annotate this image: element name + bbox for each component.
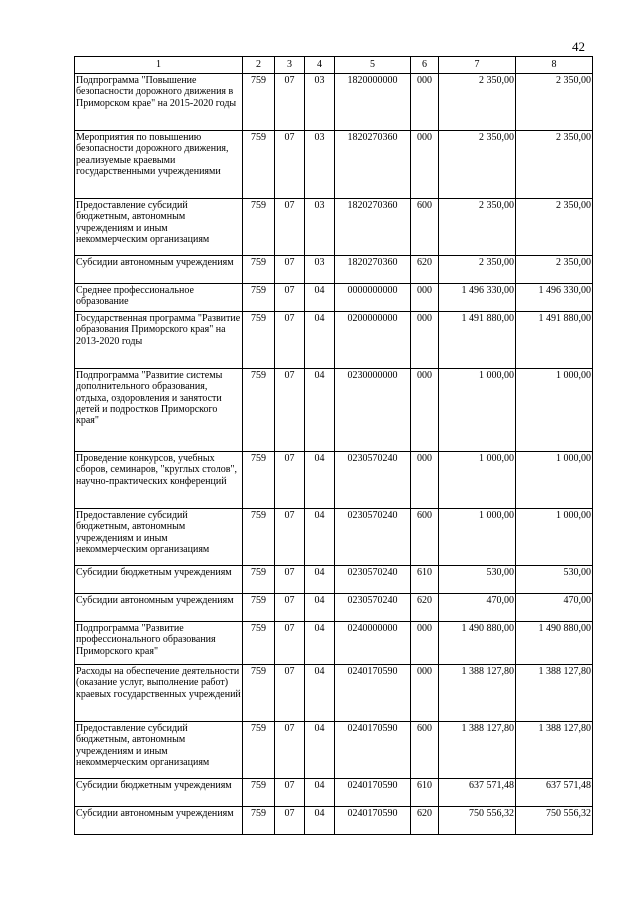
column-header: 4 xyxy=(305,57,335,74)
subsection-code: 04 xyxy=(305,622,335,665)
table-row xyxy=(75,594,593,622)
table-row xyxy=(75,622,593,665)
subsection-code: 03 xyxy=(305,74,335,131)
column-header: 3 xyxy=(275,57,305,74)
target-code: 0000000000 xyxy=(335,284,411,312)
admin-code: 759 xyxy=(243,594,275,622)
target-code: 1820270360 xyxy=(335,199,411,256)
column-header: 8 xyxy=(516,57,593,74)
column-header: 5 xyxy=(335,57,411,74)
amount-col7: 530,00 xyxy=(439,566,516,594)
amount-col8: 1 496 330,00 xyxy=(516,284,593,312)
admin-code: 759 xyxy=(243,509,275,566)
admin-code: 759 xyxy=(243,807,275,835)
expense-type-code: 000 xyxy=(411,131,439,199)
target-code: 0230570240 xyxy=(335,566,411,594)
expense-type-code: 600 xyxy=(411,509,439,566)
table-row xyxy=(75,284,593,312)
amount-col7: 2 350,00 xyxy=(439,199,516,256)
subsection-code: 03 xyxy=(305,131,335,199)
amount-col8: 1 000,00 xyxy=(516,452,593,509)
budget-table xyxy=(74,56,593,835)
amount-col7: 470,00 xyxy=(439,594,516,622)
amount-col8: 2 350,00 xyxy=(516,199,593,256)
amount-col7: 2 350,00 xyxy=(439,256,516,284)
section-code: 07 xyxy=(275,594,305,622)
amount-col8: 1 000,00 xyxy=(516,509,593,566)
amount-col7: 1 000,00 xyxy=(439,369,516,452)
admin-code: 759 xyxy=(243,779,275,807)
admin-code: 759 xyxy=(243,452,275,509)
expense-type-code: 000 xyxy=(411,665,439,722)
amount-col7: 1 000,00 xyxy=(439,452,516,509)
section-code: 07 xyxy=(275,509,305,566)
target-code: 0240000000 xyxy=(335,622,411,665)
table-row xyxy=(75,665,593,722)
subsection-code: 03 xyxy=(305,256,335,284)
expense-type-code: 610 xyxy=(411,779,439,807)
subsection-code: 04 xyxy=(305,284,335,312)
item-name: Предоставление субсидий бюджетным, автономным учреждениям и иным некоммерческим организациям xyxy=(75,509,243,566)
table-row xyxy=(75,509,593,566)
section-code: 07 xyxy=(275,312,305,369)
section-code: 07 xyxy=(275,256,305,284)
target-code: 0200000000 xyxy=(335,312,411,369)
expense-type-code: 620 xyxy=(411,807,439,835)
table-row xyxy=(75,722,593,779)
table-row xyxy=(75,74,593,131)
section-code: 07 xyxy=(275,622,305,665)
section-code: 07 xyxy=(275,566,305,594)
amount-col8: 1 490 880,00 xyxy=(516,622,593,665)
expense-type-code: 000 xyxy=(411,284,439,312)
amount-col7: 1 490 880,00 xyxy=(439,622,516,665)
table-header-row xyxy=(75,57,593,74)
table-row xyxy=(75,779,593,807)
admin-code: 759 xyxy=(243,131,275,199)
section-code: 07 xyxy=(275,452,305,509)
subsection-code: 04 xyxy=(305,722,335,779)
column-header: 7 xyxy=(439,57,516,74)
item-name: Предоставление субсидий бюджетным, автономным учреждениям и иным некоммерческим организациям xyxy=(75,199,243,256)
table-row xyxy=(75,256,593,284)
item-name: Субсидии автономным учреждениям xyxy=(75,594,243,622)
subsection-code: 04 xyxy=(305,566,335,594)
expense-type-code: 000 xyxy=(411,74,439,131)
admin-code: 759 xyxy=(243,566,275,594)
item-name: Субсидии автономным учреждениям xyxy=(75,256,243,284)
admin-code: 759 xyxy=(243,665,275,722)
target-code: 0240170590 xyxy=(335,807,411,835)
target-code: 1820270360 xyxy=(335,131,411,199)
amount-col8: 2 350,00 xyxy=(516,131,593,199)
admin-code: 759 xyxy=(243,284,275,312)
expense-type-code: 000 xyxy=(411,369,439,452)
subsection-code: 04 xyxy=(305,779,335,807)
table-row xyxy=(75,566,593,594)
admin-code: 759 xyxy=(243,256,275,284)
table-row xyxy=(75,369,593,452)
item-name: Субсидии бюджетным учреждениям xyxy=(75,566,243,594)
admin-code: 759 xyxy=(243,369,275,452)
admin-code: 759 xyxy=(243,74,275,131)
item-name: Среднее профессиональное образование xyxy=(75,284,243,312)
target-code: 0240170590 xyxy=(335,779,411,807)
subsection-code: 04 xyxy=(305,369,335,452)
amount-col8: 1 491 880,00 xyxy=(516,312,593,369)
target-code: 0240170590 xyxy=(335,665,411,722)
amount-col7: 2 350,00 xyxy=(439,131,516,199)
item-name: Подпрограмма "Развитие системы дополнительного образования, отдыха, оздоровления и занятости детей и подростков Приморского края" xyxy=(75,369,243,452)
item-name: Государственная программа "Развитие образования Приморского края" на 2013-2020 годы xyxy=(75,312,243,369)
section-code: 07 xyxy=(275,722,305,779)
section-code: 07 xyxy=(275,131,305,199)
table-row xyxy=(75,452,593,509)
subsection-code: 04 xyxy=(305,452,335,509)
target-code: 0230570240 xyxy=(335,452,411,509)
expense-type-code: 620 xyxy=(411,256,439,284)
amount-col7: 1 388 127,80 xyxy=(439,722,516,779)
page-number: 42 xyxy=(572,39,585,54)
admin-code: 759 xyxy=(243,622,275,665)
target-code: 1820000000 xyxy=(335,74,411,131)
item-name: Проведение конкурсов, учебных сборов, семинаров, "круглых столов", научно-практических конференций xyxy=(75,452,243,509)
amount-col7: 637 571,48 xyxy=(439,779,516,807)
amount-col8: 2 350,00 xyxy=(516,74,593,131)
expense-type-code: 000 xyxy=(411,312,439,369)
amount-col7: 1 491 880,00 xyxy=(439,312,516,369)
admin-code: 759 xyxy=(243,312,275,369)
amount-col8: 1 388 127,80 xyxy=(516,722,593,779)
expense-type-code: 600 xyxy=(411,199,439,256)
target-code: 0230000000 xyxy=(335,369,411,452)
expense-type-code: 000 xyxy=(411,452,439,509)
section-code: 07 xyxy=(275,284,305,312)
expense-type-code: 000 xyxy=(411,622,439,665)
section-code: 07 xyxy=(275,199,305,256)
item-name: Подпрограмма "Развитие профессионального образования Приморского края" xyxy=(75,622,243,665)
subsection-code: 03 xyxy=(305,199,335,256)
amount-col8: 530,00 xyxy=(516,566,593,594)
admin-code: 759 xyxy=(243,199,275,256)
table-row xyxy=(75,199,593,256)
expense-type-code: 600 xyxy=(411,722,439,779)
table-row xyxy=(75,807,593,835)
item-name: Подпрограмма "Повышение безопасности дорожного движения в Приморском крае" на 2015-2020 годы xyxy=(75,74,243,131)
item-name: Предоставление субсидий бюджетным, автономным учреждениям и иным некоммерческим организациям xyxy=(75,722,243,779)
amount-col8: 637 571,48 xyxy=(516,779,593,807)
column-header: 2 xyxy=(243,57,275,74)
section-code: 07 xyxy=(275,807,305,835)
section-code: 07 xyxy=(275,74,305,131)
amount-col7: 1 496 330,00 xyxy=(439,284,516,312)
subsection-code: 04 xyxy=(305,312,335,369)
amount-col8: 1 000,00 xyxy=(516,369,593,452)
amount-col8: 750 556,32 xyxy=(516,807,593,835)
section-code: 07 xyxy=(275,369,305,452)
section-code: 07 xyxy=(275,779,305,807)
target-code: 0240170590 xyxy=(335,722,411,779)
target-code: 1820270360 xyxy=(335,256,411,284)
amount-col7: 1 000,00 xyxy=(439,509,516,566)
admin-code: 759 xyxy=(243,722,275,779)
column-header: 6 xyxy=(411,57,439,74)
amount-col7: 750 556,32 xyxy=(439,807,516,835)
amount-col7: 2 350,00 xyxy=(439,74,516,131)
item-name: Субсидии автономным учреждениям xyxy=(75,807,243,835)
column-header: 1 xyxy=(75,57,243,74)
table-row xyxy=(75,312,593,369)
amount-col8: 2 350,00 xyxy=(516,256,593,284)
section-code: 07 xyxy=(275,665,305,722)
expense-type-code: 620 xyxy=(411,594,439,622)
amount-col8: 1 388 127,80 xyxy=(516,665,593,722)
subsection-code: 04 xyxy=(305,665,335,722)
item-name: Расходы на обеспечение деятельности (оказание услуг, выполнение работ) краевых государственных учреждений xyxy=(75,665,243,722)
target-code: 0230570240 xyxy=(335,594,411,622)
table-row xyxy=(75,131,593,199)
subsection-code: 04 xyxy=(305,509,335,566)
expense-type-code: 610 xyxy=(411,566,439,594)
subsection-code: 04 xyxy=(305,807,335,835)
item-name: Мероприятия по повышению безопасности дорожного движения, реализуемые краевыми государственными учреждениями xyxy=(75,131,243,199)
amount-col8: 470,00 xyxy=(516,594,593,622)
target-code: 0230570240 xyxy=(335,509,411,566)
item-name: Субсидии бюджетным учреждениям xyxy=(75,779,243,807)
amount-col7: 1 388 127,80 xyxy=(439,665,516,722)
subsection-code: 04 xyxy=(305,594,335,622)
